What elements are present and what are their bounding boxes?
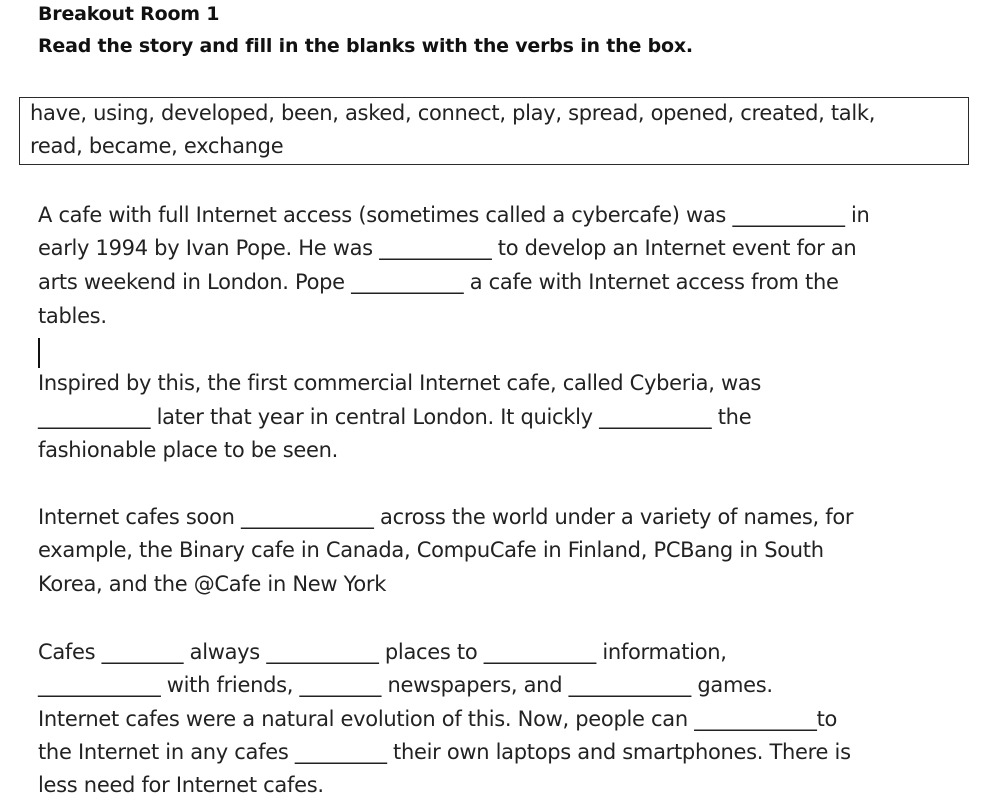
story-line: Internet cafes were a natural evolution of this. Now, people can ____________to [38,707,838,731]
story-line: the Internet in any cafes _________ their own laptops and smartphones. There is [38,740,851,764]
story-line: early 1994 by Ivan Pope. He was ___________ to develop an Internet event for an [38,236,857,260]
story-line: example, the Binary cafe in Canada, CompuCafe in Finland, PCBang in South [38,538,824,562]
story-line: A cafe with full Internet access (sometimes called a cybercafe) was ___________ in [38,203,870,227]
story-line: ___________ later that year in central London. It quickly ___________ the [38,405,752,429]
story-line: tables. [38,304,107,328]
story-line: fashionable place to be seen. [38,438,339,462]
text-cursor [38,338,40,368]
story-line: Internet cafes soon _____________ across the world under a variety of names, for [38,505,854,529]
page-title: Breakout Room 1 [38,3,220,25]
word-bank-line: have, using, developed, been, asked, connect, play, spread, opened, created, talk, [30,101,876,125]
story-line: less need for Internet cafes. [38,773,324,797]
story-line: Cafes ________ always ___________ places to ___________ information, [38,640,727,664]
word-bank-line: read, became, exchange [30,134,284,158]
story-line: ____________ with friends, ________ newspapers, and ____________ games. [38,673,773,697]
word-bank-box [19,97,969,165]
story-line: arts weekend in London. Pope ___________ a cafe with Internet access from the [38,270,839,294]
story-line: Korea, and the @Cafe in New York [38,572,387,596]
instruction-text: Read the story and fill in the blanks with the verbs in the box. [38,35,693,57]
story-line: Inspired by this, the first commercial Internet cafe, called Cyberia, was [38,371,762,395]
